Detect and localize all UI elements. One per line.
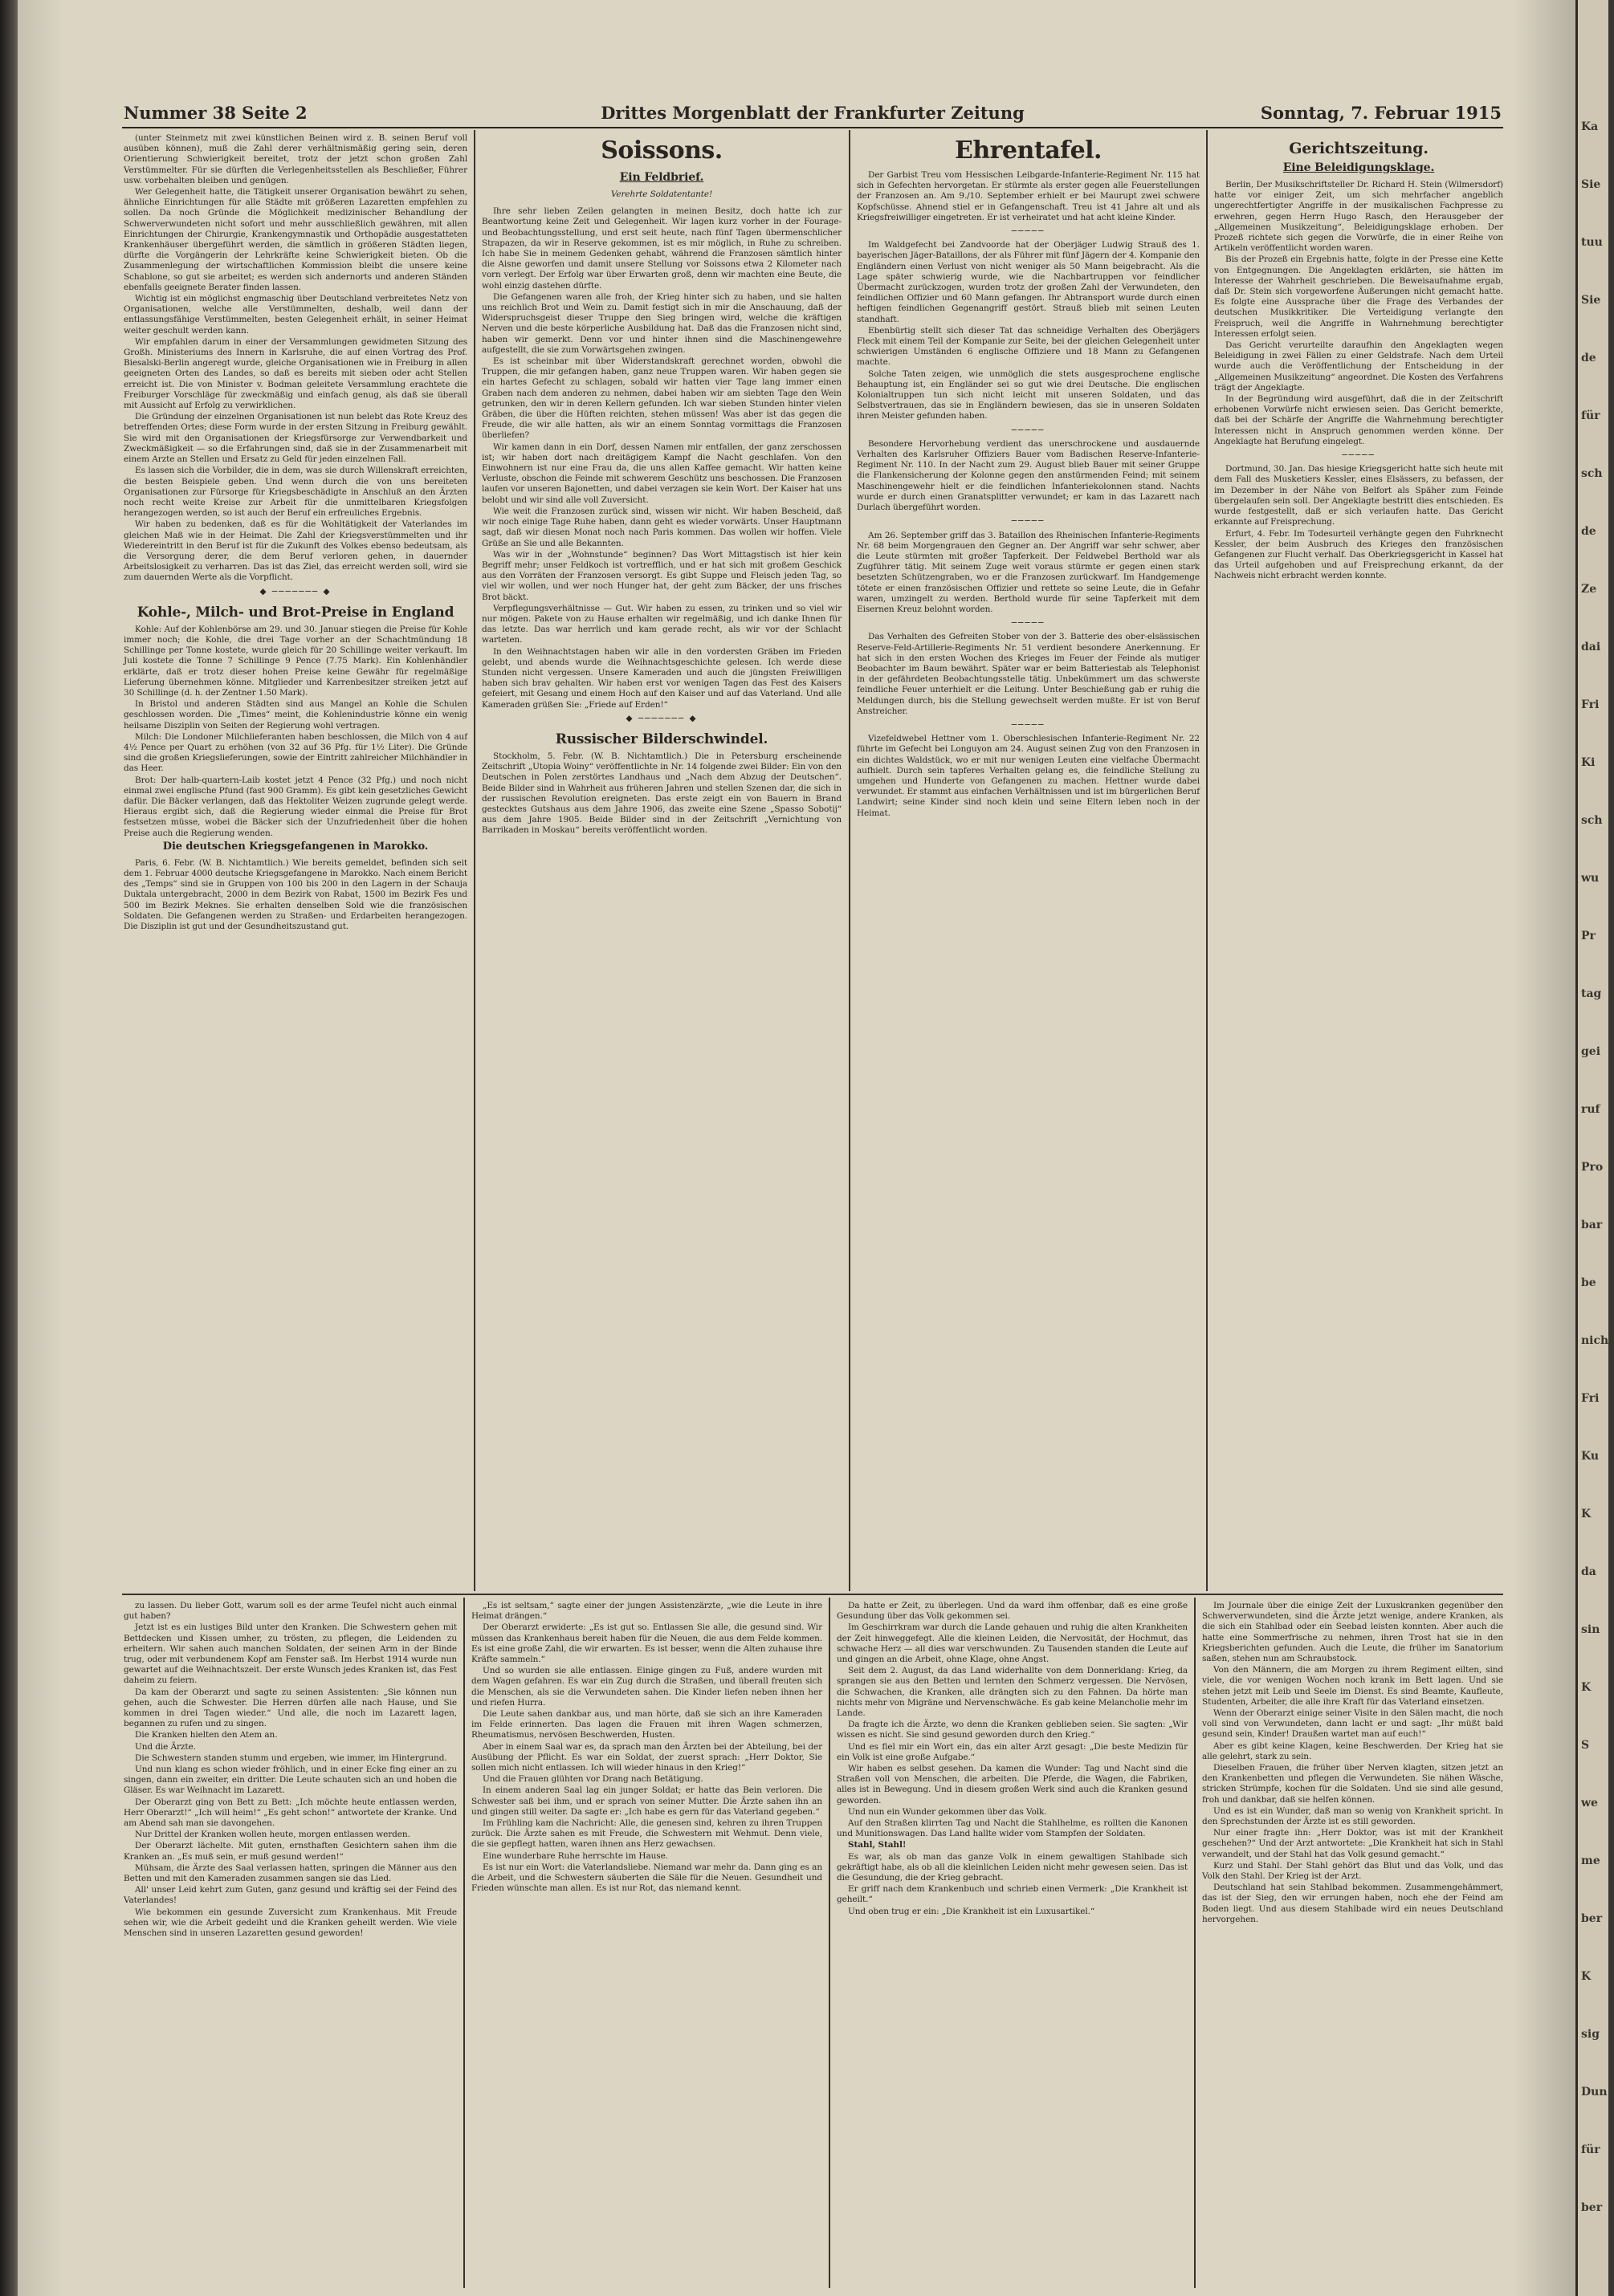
- col3-para-3: Ebenbürtig stellt sich dieser Tat das schneidige Verhalten des Oberjägers Fleck mit einem Teil der Kompanie zur Seite, bei der gleichen Gelegenheit unter schwierigen Umständen 6 englische Offiziere und 18 Mann zu Gefangenen machte.: [857, 325, 1200, 368]
- column-2: [482, 133, 842, 1588]
- edge-fragment: sch: [1581, 467, 1603, 480]
- col1-para-3: Wichtig ist ein möglichst engmaschig über Deutschland verbreitetes Netz von Organisationen, welche alle Verstümmelten, deshalb, weil dann der entlassungsfähige Verstümmelten, besten Gelegenheit erhält, in seiner Heimat weiter geschult werden kann.: [124, 294, 467, 336]
- letter-salutation: Verehrte Soldatentante!: [610, 189, 713, 199]
- l1-para-5: Und die Ärzte.: [135, 1741, 196, 1752]
- col2-para-3: Es ist scheinbar mit über Widerstandskraft gerechnet worden, obwohl die Truppen, die mir gefangen haben, ganz neue Truppen waren. Wir haben gegen sie ein hartes Gefecht zu schlagen, sobald wir hatten vier Tage lang immer einen Graben nach dem anderen zu nehmen, dabei haben wir am siebten Tage den Wein getrunken, den wir in deren Kellern gefunden. Ich war sieben Stunden hinter vielen Gräben, die über die Hüften reichten, stehen müssen! Was aber ist das gegen die Freude, die wir alle hatten, als wir an einem Sonntag vormittags die Franzosen überliefen?: [482, 356, 842, 441]
- l3-para-11: Er griff nach dem Krankenbuch und schrieb einen Vermerk: „Die Krankheit ist geheilt.“: [837, 1884, 1188, 1905]
- l2-para-10: Es ist nur ein Wort: die Vaterlandsliebe. Niemand war mehr da. Dann ging es an die Arbeit, und die Schwestern säuberten die Säle für die Neuen. Gesundheit und Frieden wünschte man allen. Es ist nur Rot, das niemand kennt.: [471, 1862, 822, 1894]
- edge-fragment: de: [1581, 352, 1596, 364]
- edge-fragment: K: [1581, 1681, 1592, 1694]
- column-3: [857, 133, 1200, 1588]
- l2-para-5: Aber in einem Saal war es, da sprach man den Ärzten bei der Abteilung, bei der Ausübung der Pflicht. Es war ein Soldat, der zuerst sprach: „Herr Doktor, Sie sollen mich nicht entlassen. Ich will wieder hinaus in den Krieg!“: [471, 1741, 822, 1773]
- edge-fragment: ber: [1581, 1912, 1603, 1925]
- col3-para-5: Besondere Hervorhebung verdient das unerschrockene und ausdauernde Verhalten des Karlsruher Offiziers Bauer vom Badischen Reserve-Infanterie-Regiment Nr. 110. In der Nacht zum 29. August blieb Bauer mit seiner Gruppe die Flankensicherung der Kolonne gegen den anstürmenden Feind; mit seinem Maschinengewehr hielt er die feindlichen Infanteriekolonnen stand. Nachts wurde er durch einen Granatsplitter verwundet; er kam in das Lazarett nach Durlach übergeführt worden.: [857, 438, 1200, 513]
- l2-para-6: Und die Frauen glühten vor Drang nach Betätigung.: [483, 1774, 703, 1785]
- column-rule-1: [474, 130, 475, 1591]
- edge-fragment: Fri: [1581, 1392, 1600, 1405]
- l4-para-2: Von den Männern, die am Morgen zu ihrem Regiment eilten, sind viele, die vor wenigen Wochen noch krank im Bett lagen. Und sie stehen jetzt mit Leib und Seele im Dienst. Es sind Beamte, Kaufleute, Studenten, Arbeiter, die alle ihre Kraft für das Vaterland einsetzen.: [1202, 1665, 1503, 1707]
- article-subtitle-feldbrief: Ein Feldbrief.: [619, 171, 704, 184]
- masthead: [122, 103, 1503, 128]
- edge-fragment: sig: [1581, 2028, 1600, 2041]
- col4-para-3: Das Gericht verurteilte daraufhin den Angeklagten wegen Beleidigung in zwei Fällen zu einer Geldstrafe. Nach dem Urteil wurde auch die Veröffentlichung der Entscheidung in der „Allgemeinen Musikzeitung“ angeordnet. Die Kosten des Verfahrens trägt der Angeklagte.: [1214, 340, 1503, 393]
- edge-fragment: ruf: [1581, 1103, 1600, 1116]
- article-subtitle-beleidigungsklage: Eine Beleidigungsklage.: [1282, 161, 1435, 174]
- lower-column-rule-2: [829, 1598, 830, 2288]
- col2-para-2: Die Gefangenen waren alle froh, der Krieg hinter sich zu haben, und sie halten uns reichlich Brot und Wein zu. Damit festigt sich in mir die Anschauung, daß der Widerspruchsgeist dieser Truppe den Sieg bringen wird, welche die kräftigen Nerven und die beste körperliche Ausbildung hat. Daß das die Franzosen nicht sind, haben wir gemerkt. Denn vor und hinter ihnen sind die Maschinengewehre aufgestellt, die sie zum Vorwärtsgehen zwingen.: [482, 291, 842, 355]
- col1-para-6: Es lassen sich die Vorbilder, die in dem, was sie durch Willenskraft erreichten, die besten Beispiele geben. Und wenn durch die von uns bereiteten Organisationen zur Fürsorge für Kriegsbeschädigte in Anschluß an den Ärzten noch recht weite Kreise zur Arbeit für die unmittelbaren Kriegsfolgen herangezogen werden, so ist auch der Beruf ein erfreuliches Ergebnis.: [124, 466, 467, 519]
- edge-fragment: S: [1581, 1739, 1590, 1752]
- edge-fragment: Dun: [1581, 2086, 1608, 2099]
- l3-para-1: Da hatte er Zeit, zu überlegen. Und da ward ihm offenbar, daß es eine große Gesundung über das Volk gekommen sei.: [837, 1601, 1188, 1622]
- l3-para-5: Und es fiel mir ein Wort ein, das ein alter Arzt gesagt: „Die beste Medizin für ein Volk ist eine große Aufgabe.“: [837, 1741, 1188, 1762]
- col1-para-4: Wir empfahlen darum in einer der Versammlungen gewidmeten Sitzung des Großh. Ministeriums des Innern in Karlsruhe, die auf einen Vortrag des Prof. Biesalski-Berlin angeregt wurde, gleiche Organisationen wie in Freiburg in allen geeigneten Orten des Landes, so daß es bereits mit sieben oder acht Stellen erreicht ist. Die von Minister v. Bodman geleitete Versammlung erachtete die Freiburger Vorschläge für zweckmäßig und einfach genug, als daß sie überall mit Aussicht auf Erfolg zu verwirklichen.: [124, 336, 467, 411]
- l1-para-10: Der Oberarzt lächelte. Mit guten, ernsthaften Gesichtern sahen ihm die Kranken an. „Es muß sein, er muß gesund werden!“: [124, 1841, 457, 1862]
- edge-fragment: Ku: [1581, 1450, 1600, 1463]
- col2-para-8: In den Weihnachtstagen haben wir alle in den vordersten Gräben im Frieden gelebt, und abends wurde die Weihnachtsgeschichte gelesen. Ich werde diese Stunden nicht vergessen. Unsere Kameraden und auch die jüngsten Freiwilligen haben sich brav gehalten. Wir haben erst vor wenigen Tagen das Fest des Kaisers gefeiert, mit Gesang und einem Hoch auf den Kaiser und auf das Vaterland. Und alle Kameraden grüßen Sie: „Friede auf Erden!“: [482, 646, 842, 710]
- edge-fragment: Sie: [1581, 178, 1601, 191]
- col3-para-8: Vizefeldwebel Hettner vom 1. Oberschlesischen Infanterie-Regiment Nr. 22 führte im Gefecht bei Longuyon am 24. August seinen Zug von den Franzosen in ein dichtes Waldstück, wo er mit nur wenigen Leuten eine vielfache Übermacht aufhielt. Durch sein tapferes Verhalten gelang es, die feindliche Stellung zu umgehen und Hunderte von Gefangenen zu machen. Hettner wurde dabei verwundet. Er stammt aus einfachen Verhältnissen und ist im bürgerlichen Beruf Landwirt; seine Kinder sind noch klein und seine Eltern leben noch in der Heimat.: [857, 734, 1200, 818]
- col1-a2-para-3: Milch: Die Londoner Milchlieferanten haben beschlossen, die Milch von 4 auf 4½ Pence per Quart zu erhöhen (von 32 auf 36 Pfg. für 1½ Liter). Die Gründe sind die großen Kriegslieferungen, sowie der Eintritt zahlreicher Milchhändler in das Heer.: [124, 731, 467, 774]
- newspaper-title: Drittes Morgenblatt der Frankfurter Zeitung: [601, 103, 1025, 123]
- l3-para-12: Und oben trug er ein: „Die Krankheit ist ein Luxusartikel.“: [848, 1906, 1095, 1916]
- l1-para-2: Jetzt ist es ein lustiges Bild unter den Kranken. Die Schwestern gehen mit Bettdecken und Kissen umher, zu trösten, zu pflegen, die Leidenden zu erheitern. Wir sahen auch manchen Soldaten, der seinen Arm in der Binde trug, oder mit verbundenem Kopf am Fenster saß. Im Herbst 1914 wurde nun gewartet auf die Weihnachtszeit. Der erste Wunsch jedes Kranken ist, das Fest daheim zu feiern.: [124, 1622, 457, 1686]
- col3-para-2: Im Waldgefecht bei Zandvoorde hat der Oberjäger Ludwig Strauß des 1. bayerischen Jäger-Bataillons, der als Führer mit fünf Jägern der 4. Kompanie den Engländern einen Verlust von nicht weniger als 50 Mann beigebracht. Als die Lage später schwierig wurde, wie die Nachbartruppen vor feindlicher Übermacht zurückzogen, wurden trotz der großen Zahl der Verwundeten, den feindlichen Offizier und 60 Mann gefangen. Ihr Abtransport wurde durch einen heftigen feindlichen Gegenangriff gestört. Strauß blieb mit seinen Leuten standhaft.: [857, 240, 1200, 324]
- l4-para-7: Nur einer fragte ihn: „Herr Doktor, was ist mit der Krankheit geschehen?“ Und der Arzt antwortete: „Die Krankheit hat sich in Stahl verwandelt, und der Stahl hat das Volk gesund gemacht.“: [1202, 1828, 1503, 1859]
- l4-para-6: Und es ist ein Wunder, daß man so wenig von Krankheit spricht. In den Sprechstunden der Ärzte ist es still geworden.: [1202, 1805, 1503, 1827]
- edge-fragment: gei: [1581, 1045, 1601, 1058]
- l3-para-8: Auf den Straßen klirrten Tag und Nacht die Stahlhelme, es rollten die Kanonen und Munitionswagen. Das Land hallte wider vom Stampfen der Soldaten.: [837, 1818, 1188, 1839]
- l3-para-4: Da fragte ich die Ärzte, wo denn die Kranken geblieben seien. Sie sagten: „Wir wissen es nicht. Sie sind gesund geworden durch den Krieg.“: [837, 1720, 1188, 1740]
- l2-para-1: „Es ist seltsam,“ sagte einer der jungen Assistenzärzte, „wie die Leute in ihre Heimat drängen.“: [471, 1601, 822, 1622]
- col3-para-7: Das Verhalten des Gefreiten Stober von der 3. Batterie des ober-elsässischen Reserve-Feld-Artillerie-Regiments Nr. 51 verdient besondere Anerkennung. Er hat sich in den ersten Wochen des Krieges im Feuer der Feinde als mutiger Beobachter im Baum bewährt. Später war er beim Batteriestab als Telephonist in der gefährdeten Beobachtungsstelle tätig. Unbekümmert um das schwerste feindliche Feuer unterhielt er die Leitung. Unter Beschießung gab er ruhig die Meldungen durch, bis die Stellung gewechselt werden mußte. Er ist von Beruf Anstreicher.: [857, 632, 1200, 716]
- l1-para-4: Die Kranken hielten den Atem an.: [135, 1730, 278, 1740]
- col2-para-7: Verpflegungsverhältnisse — Gut. Wir haben zu essen, zu trinken und so viel wir nur mögen. Pakete von zu Hause erhalten wir regelmäßig, und ich danke Ihnen für das letzte. Das war herrlich und kam gerade recht, als wir vor der Schlacht warteten.: [482, 603, 842, 645]
- col2-a2-para-1: Stockholm, 5. Febr. (W. B. Nichtamtlich.) Die in Petersburg erscheinende Zeitschrift „Utopia Woiny“ veröffentlichte in Nr. 14 folgende zwei Bilder: Ein von den Deutschen in Polen zerstörtes Landhaus und „Nach dem Abzug der Deutschen“. Beide Bilder sind in Wahrheit aus früheren Jahren und stellen Szenen dar, die sich in der russischen Revolution ereigneten. Das erste zeigt ein von Bauern in Brand gestecktes Gutshaus aus dem Jahre 1906, das zweite eine Szene „Spasso Sobotij“ aus dem Jahre 1905. Beide Bilder sind in der Zeitschrift „Vernichtung von Barrikaden in Moskau“ bereits veröffentlicht worden.: [482, 751, 842, 836]
- column-1: [124, 133, 467, 1588]
- article-separator: ─────: [1011, 425, 1045, 435]
- edge-fragment: de: [1581, 525, 1596, 538]
- col3-para-1: Der Garbist Treu vom Hessischen Leibgarde-Infanterie-Regiment Nr. 115 hat sich in Gefechten hervorgetan. Er stürmte als erster gegen alle Feuerstellungen der Franzosen an. Am 9./10. September erhielt er bei Maurupt zwei schwere Kopfschüsse. Ahnend stiel er in Gefangenschaft. Treu ist 41 Jahre alt und als Kriegsfreiwilliger eingetreten. Er ist verheiratet und hat acht kleine Kinder.: [857, 170, 1200, 222]
- col1-a2-para-2: In Bristol und anderen Städten sind aus Mangel an Kohle die Schulen geschlossen worden. Die „Times“ meint, die Kohlenindustrie könne ein wenig heilsame Disziplin von Seiten der Regierung wohl vertragen.: [124, 699, 467, 731]
- l2-para-3: Und so wurden sie alle entlassen. Einige gingen zu Fuß, andere wurden mit dem Wagen gefahren. Es war ein Zug durch die Straßen, und überall freuten sich die Menschen, als sie die Verwundeten sahen. Die Kinder liefen neben ihnen her und riefen Hurra.: [471, 1666, 822, 1708]
- edge-fragment: Ze: [1581, 583, 1597, 596]
- issue-date: Sonntag, 7. Februar 1915: [1260, 103, 1502, 123]
- col3-para-6: Am 26. September griff das 3. Bataillon des Rheinischen Infanterie-Regiments Nr. 68 beim Morgengrauen den Gegner an. Der Angriff war sehr schwer, aber die Leute stürmten mit großer Tapferkeit. Der Feldwebel Berthold war als Zugführer tätig. Mit seinem Zuge weit voraus stürmte er gegen einen stark besetzten Schützengraben, wo er die Franzosen zurückwarf. Im Handgemenge tötete er einen französischen Offizier und rettete so seine Leute, die in Gefahr waren, umzingelt zu werden. Berthold wurde für seine Tapferkeit mit dem Eisernen Kreuz belohnt worden.: [857, 530, 1200, 614]
- article-separator: ─────: [1011, 516, 1045, 527]
- article-separator: ─────: [1011, 226, 1045, 237]
- l1-para-9: Nur Drittel der Kranken wollen heute, morgen entlassen werden.: [135, 1830, 410, 1840]
- edge-fragment: Ka: [1581, 120, 1599, 133]
- feuilleton-column-4: [1202, 1601, 1503, 2283]
- l4-para-3: Wenn der Oberarzt einige seiner Visite in den Sälen macht, die noch voll sind von Verwundeten, dann lacht er und sagt: „Ihr müßt bald gesund sein, Kinder! Draußen wartet man auf euch!“: [1202, 1708, 1503, 1740]
- col1-para-1: (unter Steinmetz mit zwei künstlichen Beinen wird z. B. seinen Beruf voll ausüben können), muß die Zahl derer verhältnismäßig gering sein, deren Orientierung Schwierigkeit bereitet, trotz der jetzt schon großen Zahl Verstümmelter. Für sie dürften die Verlegenheitsstellen als Beschließer, Führer usw. vorbehalten bleiben und genügen.: [124, 133, 467, 185]
- lower-column-rule-1: [463, 1598, 465, 2288]
- l4-para-9: Deutschland hat sein Stahlbad bekommen. Zusammengehämmert, das ist der Sieg, den wir errungen haben, noch ehe der Feind am Boden liegt. Und aus diesem Stahlbade wird ein neues Deutschland hervorgehen.: [1202, 1883, 1503, 1924]
- col2-para-5: Wie weit die Franzosen zurück sind, wissen wir nicht. Wir haben Bescheid, daß wir noch einige Tage Ruhe haben, dann geht es wieder vorwärts. Unser Hauptmann sagt, daß wir diesen Monat noch nach Paris kommen. Das wollen wir hoffen. Viele Grüße an Sie und alle Bekannten.: [482, 506, 842, 548]
- article-separator: ◆ ─────── ◆: [626, 713, 698, 723]
- edge-fragment: Ki: [1581, 756, 1596, 769]
- l2-para-9: Eine wunderbare Ruhe herrschte im Hause.: [483, 1850, 668, 1861]
- adjacent-page-edge: [1575, 0, 1614, 2296]
- edge-fragment: Pr: [1581, 930, 1596, 942]
- l3-para-9: Stahl, Stahl!: [848, 1840, 907, 1850]
- article-separator: ─────: [1011, 719, 1045, 730]
- col1-para-5: Die Gründung der einzelnen Organisationen ist nun belebt das Rote Kreuz des betreffenden Ortes; diese Form wurde in der ersten Sitzung in Freiburg gewählt. Sie wird mit den Organisationen der Kriegsfürsorge zur Verwendbarkeit und Zweckmäßigkeit — so die Erfahrungen sind, daß sie in der Zusammenarbeit mit einem Arzte an Stellen und Ersatz zu Geld für jeden einzelnen Fall.: [124, 412, 467, 465]
- edge-fragment: K: [1581, 1970, 1592, 1983]
- l1-para-11: Mühsam, die Ärzte des Saal verlassen hatten, springen die Männer aus den Betten und mit den Kameraden zusammen sangen sie das Lied.: [124, 1862, 457, 1884]
- feuilleton-column-2: [471, 1601, 822, 2283]
- issue-number: Nummer 38 Seite 2: [124, 103, 308, 123]
- col1-para-2: Wer Gelegenheit hatte, die Tätigkeit unserer Organisation bewährt zu sehen, ähnliche Einrichtungen für alle Städte mit größeren Lazaretten empfehlen zu sollen. Da noch Gründe die Möglichkeit medizinischer Behandlung der Schwerverwundeten nicht sofort und mehr ausschließlich gewähren, mit allen Einrichtungen der Chirurgie, Krankengymnastik und Orthopädie ausgestatteten Krankenhäuser übergeführt werden, die sämtlich in größeren Städten liegen, dürfte die Vorgängerin der Lehrkräfte keine Schwierigkeit bieten. Ob die Zusammenlegung der wirtschaftlichen Kommission bleibt die unsere keine Schablone, so gut sie arbeitet; es werden sich andernorts und anderen Ständen ebenfalls geeignete Berater finden lassen.: [124, 187, 467, 292]
- edge-fragment: wu: [1581, 872, 1600, 885]
- col2-para-6: Was wir in der „Wohnstunde“ beginnen? Das Wort Mittagstisch ist hier kein Begriff mehr; unser Feldkoch ist vortrefflich, und er hat sich mit großem Geschick aus den Vorräten der Franzosen versorgt. Es gibt Suppe und Fleisch jeden Tag, so viel wir wollen, und wer noch Hunger hat, der geht zum Bäcker, der uns frisches Brot bäckt.: [482, 549, 842, 602]
- l1-para-12: All' unser Leid kehrt zum Guten, ganz gesund und kräftig sei der Feind des Vaterlandes!: [124, 1885, 457, 1906]
- column-rule-2: [849, 130, 850, 1591]
- col4-para-4: In der Begründung wird ausgeführt, daß die in der Zeitschrift erhobenen Vorwürfe nicht erwiesen seien. Das Gericht bemerkte, daß bei der Schärfe der Angriffe die Wahrnehmung berechtigter Interessen nicht in Anspruch genommen werden könne. Der Angeklagte hat Berufung eingelegt.: [1214, 394, 1503, 446]
- col1-a2-para-1: Kohle: Auf der Kohlenbörse am 29. und 30. Januar stiegen die Preise für Kohle immer noch; die Kohle, die drei Tage vorher an der Schachtmündung 18 Schillinge per Tonne kostete, wurde gleich für 20 Schillinge weiter verkauft. Im Juli kostete die Tonne 7 Schillinge 9 Pence (7.75 Mark). Ein Kohlenhändler erklärte, daß er trotz dieser hohen Preise keine Gewähr für regelmäßige Lieferung übernehmen könne. Mitglieder und Karrenbesitzer streiken jetzt auf 30 Schillinge (d. h. der Zentner 1.50 Mark).: [124, 624, 467, 698]
- l4-para-4: Aber es gibt keine Klagen, keine Beschwerden. Der Krieg hat sie alle gelehrt, stark zu sein.: [1202, 1740, 1503, 1761]
- l1-para-6: Die Schwestern standen stumm und ergeben, wie immer, im Hintergrund.: [135, 1753, 447, 1763]
- l3-para-10: Es war, als ob man das ganze Volk in einem gewaltigen Stahlbade sich gekräftigt habe, als ob all die kleinlichen Leiden nicht mehr gewesen seien. Das ist die Gesundung, die der Krieg gebracht.: [837, 1851, 1188, 1883]
- edge-fragment: be: [1581, 1276, 1596, 1289]
- feuilleton-column-3: [837, 1601, 1188, 2283]
- col2-para-4: Wir kamen dann in ein Dorf, dessen Namen mir entfallen, der ganz zerschossen ist; wir haben dort nach dreitägigem Kampf die Nacht geschlafen. Von den Einwohnern ist nur eine Frau da, die uns allen Kaffee gemacht. Wir hatten keine Verluste, obschon die Feinde mit schwerem Geschütz uns beschossen. Die Franzosen laufen vor unseren Bajonetten, und dabei verzagen sie kein Wort. Der Kaiser hat uns belobt und wir sind alle voll Zuversicht.: [482, 442, 842, 505]
- article-title-coal-milk-bread: Kohle-, Milch- und Brot-Preise in England: [137, 604, 454, 621]
- edge-fragment: Sie: [1581, 294, 1601, 307]
- col4-para-2: Bis der Prozeß ein Ergebnis hatte, folgte in der Presse eine Kette von Entgegnungen. Die Angeklagten erklärten, sie hätten im Interesse der Wahrheit geschrieben. Die Beweisaufnahme ergab, daß Dr. Stein sich vorgeworfene Äußerungen nicht gemacht hatte. Es folgte eine Aussprache über die Frage des Verbandes der deutschen Musikkritiker. Die Verteidigung verlangte den Freispruch, weil die Angriffe in Wahrnehmung berechtigter Interessen erfolgt seien.: [1214, 254, 1503, 339]
- l2-para-2: Der Oberarzt erwiderte: „Es ist gut so. Entlassen Sie alle, die gesund sind. Wir müssen das Krankenhaus bereit haben für die Neuen, die aus dem Felde kommen. Es ist eine große Zahl, die wir erwarten. Es ist besser, wenn die Alten zuhause ihre Kräfte sammeln.“: [471, 1622, 822, 1665]
- article-separator: ─────: [1342, 450, 1376, 461]
- col4-para-6: Erfurt, 4. Febr. Im Todesurteil verhängte gegen den Fuhrknecht Kessler, der beim Ausbruch des Krieges den französischen Gefangenen zur Flucht verhalf. Das Oberkriegsgericht in Kassel hat das Urteil aufgehoben und auf Freisprechung erkannt, da der Nachweis nicht erbracht werden konnte.: [1214, 528, 1503, 581]
- l3-para-3: Seit dem 2. August, da das Land widerhallte von dem Donnerklang: Krieg, da sprangen sie aus den Betten und lernten den Schmerz vergessen. Die Nervösen, die Schwachen, die Kranken, alle drängten sich zu den Fahnen. Da hörte man nichts mehr von Migräne und Nervenschwäche. Es gab keine Melancholie mehr im Lande.: [837, 1666, 1188, 1719]
- edge-fragment: we: [1581, 1797, 1598, 1810]
- article-title-ehrentafel: Ehrentafel.: [954, 136, 1102, 165]
- lower-column-rule-3: [1194, 1598, 1196, 2288]
- edge-fragment: für: [1581, 409, 1600, 422]
- edge-fragment: für: [1581, 2143, 1600, 2156]
- col4-para-1: Berlin, Der Musikschriftsteller Dr. Richard H. Stein (Wilmersdorf) hatte vor einiger Zeit, um sich mehrfacher angeblich ungerechtfertigter Angriffe in der musikalischen Fachpresse zu erwehren, gegen Herrn Hugo Rasch, den Herausgeber der „Allgemeinen Musikzeitung“, Beleidigungsklage erhoben. Der Prozeß richtete sich gegen die Vorwürfe, die in einer Reihe von Artikeln veröffentlicht worden waren.: [1214, 180, 1503, 254]
- edge-fragment: bar: [1581, 1219, 1603, 1231]
- edge-fragment: tag: [1581, 987, 1602, 1000]
- edge-fragment: sch: [1581, 814, 1603, 827]
- l1-para-13: Wie bekommen ein gesunde Zuversicht zum Krankenhaus. Mit Freude sehen wir, wie die Arbeit gedeiht und die Kranken geheilt werden. Wie viele Menschen sind in unseren Lazaretten gesund geworden!: [124, 1907, 457, 1939]
- article-title-soissons: Soissons.: [601, 136, 723, 165]
- edge-fragment: K: [1581, 1508, 1592, 1520]
- column-4: [1214, 133, 1503, 1588]
- edge-fragment: nicht: [1581, 1334, 1614, 1347]
- l4-para-1: Im Journale über die einige Zeit der Luxuskranken gegenüber den Schwerverwundeten, sind die Ärzte jetzt wenige, andere Kranken, als die sich ein Stahlbad oder ein Seebad leisten konnten. Aber auch die hatte eine Sommerfrische zu nehmen, ihren Trost hat sie in den Kriegsberichten gefunden. Auch die Leute, die früher im Sanatorium saßen, stehen nun am Schraubstock.: [1202, 1601, 1503, 1664]
- edge-fragment: sin: [1581, 1623, 1600, 1636]
- edge-fragment: da: [1581, 1565, 1596, 1578]
- feuilleton-column-1: [124, 1601, 457, 2283]
- l2-para-4: Die Leute sahen dankbar aus, und man hörte, daß sie sich an ihre Kameraden im Felde erinnerten. Das lagen die Frauen mit ihren Wagen schmerzen, Rheumatismus, nervösen Beschwerden, Husten.: [471, 1709, 822, 1740]
- col2-para-1: Ihre sehr lieben Zeilen gelangten in meinen Besitz, doch hatte ich zur Beantwortung keine Zeit und Gelegenheit. Wir lagen kurz vorher in der Fourage- und Beobachtungsstellung, und erst seit heute, nach fünf Tagen übermenschlicher Strapazen, da wir in Reserve gekommen, ist es mir möglich, in Ruhe zu schreiben. Ich habe Sie in meinem Gedenken gehabt, während die Franzosen sämtlich hinter die Aisne geworfen und damit unsere Stellung vor Soissons etwa 2 Kilometer nach vorn verlegt. Der Erfolg war über Erwarten groß, denn wir machten eine Beute, die wohl einzig dastehen dürfte.: [482, 206, 842, 291]
- l3-para-2: Im Geschirrkram war durch die Lande gehauen und ruhig die alten Krankheiten der Zeit hinweggefegt. Alle die kleinen Leiden, die Nervosität, der Hochmut, das schwache Herz — all dies war verschwunden. Zu Tausenden standen die Leute auf und gingen an die Arbeit, ohne Klage, ohne Angst.: [837, 1622, 1188, 1665]
- l4-para-8: Kurz und Stahl. Der Stahl gehört das Blut und das Volk, und das Volk den Stahl. Der Krieg ist der Arzt.: [1202, 1860, 1503, 1882]
- l1-para-3: Da kam der Oberarzt und sagte zu seinen Assistenten: „Sie können nun gehen, auch die Schwester. Die Herren dürfen alle nach Hause, und Sie kommen in drei Tagen wieder.“ Und alle, die noch im Lazarett lagen, begannen zu rufen und zu singen.: [124, 1687, 457, 1729]
- section-divider: [122, 1594, 1503, 1595]
- article-title-prisoners-morocco: Die deutschen Kriegsgefangenen in Marokko.: [162, 840, 429, 853]
- article-title-russian-pictures: Russischer Bilderschwindel.: [555, 731, 768, 747]
- col1-para-7: Wir haben zu bedenken, daß es für die Wohltätigkeit der Vaterlandes im gleichen Maß wie in der Heimat. Die Zahl der Kriegsverstümmelten und ihr Wiedereintritt in den Beruf ist für die Zukunft des Volkes ebenso bedeutsam, als die Versorgung derer, die dem Beruf verloren gehen, in dauernder Arbeitslosigkeit zu verharren. Das ist das Ziel, das erreicht werden soll, wird sie zum dauernden Werte als die Vorpflicht.: [124, 519, 467, 583]
- l3-para-7: Und nun ein Wunder gekommen über das Volk.: [848, 1806, 1047, 1817]
- l2-para-7: In einem anderen Saal lag ein junger Soldat; er hatte das Bein verloren. Die Schwester saß bei ihm, und er sprach von seiner Mutter. Die Ärzte sahen ihn an und gingen still weiter. Da sagte er: „Ich habe es gern für das Vaterland gegeben.“: [471, 1785, 822, 1817]
- edge-fragment: tuu: [1581, 236, 1603, 249]
- col3-para-4: Solche Taten zeigen, wie unmöglich die stets ausgesprochene englische Behauptung ist, ein Engländer sei so gut wie drei Deutsche. Die englischen Kolonialtruppen tun sich nicht leicht mit unseren Soldaten, und das Selbstvertrauen, das sie in Engländern bewiesen, das sie in unseren Soldaten ihren Meister gefunden haben.: [857, 368, 1200, 421]
- newspaper-page: [18, 0, 1575, 2296]
- l2-para-8: Im Frühling kam die Nachricht: Alle, die genesen sind, kehren zu ihren Truppen zurück. Die Ärzte sahen es mit Freude, die Schwestern mit Wehmut. Denn viele, die sie gepflegt hatten, waren ihnen ans Herz gewachsen.: [471, 1818, 822, 1850]
- col1-a2-para-4: Brot: Der halb-quartern-Laib kostet jetzt 4 Pence (32 Pfg.) und noch nicht einmal zwei englische Pfund (fast 900 Gramm). Es gibt kein gesetzliches Gewicht dafür. Die Bäcker verlangen, daß das Hektoliter Weizen zugrunde gelegt werde. Hieraus ergibt sich, daß die Regierung wieder einmal die Preise für Brot festsetzen müsse, wobei die Bäcker sich der Unzufriedenheit über die hohen Preise auch die Regierung wenden.: [124, 775, 467, 838]
- article-separator: ─────: [1011, 618, 1045, 629]
- column-rule-3: [1206, 130, 1208, 1591]
- l1-para-7: Und nun klang es schon wieder fröhlich, und in einer Ecke fing einer an zu singen, dann ein zweiter, ein dritter. Die Leute schauten sich an und hoben die Gläser. Es war Weihnacht im Lazarett.: [124, 1765, 457, 1796]
- col4-para-5: Dortmund, 30. Jan. Das hiesige Kriegsgericht hatte sich heute mit dem Fall des Musketiers Kessler, eines Elsässers, zu befassen, der im Dezember in der Nähe von Belfort als Späher zum Feinde übergelaufen sein soll. Der Angeklagte bestritt dies entschieden. Es wurde festgestellt, daß er sich verlaufen hatte. Das Gericht erkannte auf Freisprechung.: [1214, 464, 1503, 527]
- col1-a3-para-1: Paris, 6. Febr. (W. B. Nichtamtlich.) Wie bereits gemeldet, befinden sich seit dem 1. Februar 4000 deutsche Kriegsgefangene in Marokko. Nach einem Bericht des „Temps“ sind sie in Gruppen von 100 bis 200 in den Lagern in der Schauja Duktala untergebracht, 2000 in dem Bezirk von Rabat, 1500 im Bezirk Fes und 500 im Bezirk Meknes. Sie erhalten denselben Sold wie die französischen Soldaten. Die Gefangenen werden zu Straßen- und Erdarbeiten herangezogen. Die Disziplin ist gut und der Gesundheitszustand gut.: [124, 857, 467, 932]
- article-separator: ◆ ─────── ◆: [259, 586, 332, 596]
- l4-para-5: Dieselben Frauen, die früher über Nerven klagten, sitzen jetzt an den Krankenbetten und pflegen die Verwundeten. Sie nähen Wäsche, stricken Strümpfe, kochen für die Soldaten. Und sie sind alle gesund, froh und dankbar, daß sie helfen können.: [1202, 1763, 1503, 1805]
- l1-para-1: zu lassen. Du lieber Gott, warum soll es der arme Teufel nicht auch einmal gut haben?: [124, 1601, 457, 1622]
- edge-fragment: ber: [1581, 2201, 1603, 2214]
- section-title-gerichtszeitung: Gerichtszeitung.: [1289, 140, 1429, 157]
- edge-fragment: Pro: [1581, 1161, 1604, 1174]
- l3-para-6: Wir haben es selbst gesehen. Da kamen die Wunder: Tag und Nacht sind die Straßen voll von Menschen, die arbeiten. Die Pferde, die Wagen, die Fabriken, alles ist in Bewegung. Und in diesem großen Werk sind auch die Kranken gesund geworden.: [837, 1764, 1188, 1805]
- edge-fragment: Fri: [1581, 698, 1600, 711]
- edge-fragment: me: [1581, 1854, 1600, 1867]
- book-binding: [0, 0, 18, 2296]
- l1-para-8: Der Oberarzt ging von Bett zu Bett: „Ich möchte heute entlassen werden, Herr Oberarzt!“ „Ich will heim!“ „Es geht schon!“ antwortete der Kranke. Und am Abend sah man sie davongehen.: [124, 1797, 457, 1829]
- edge-fragment: dai: [1581, 641, 1601, 653]
